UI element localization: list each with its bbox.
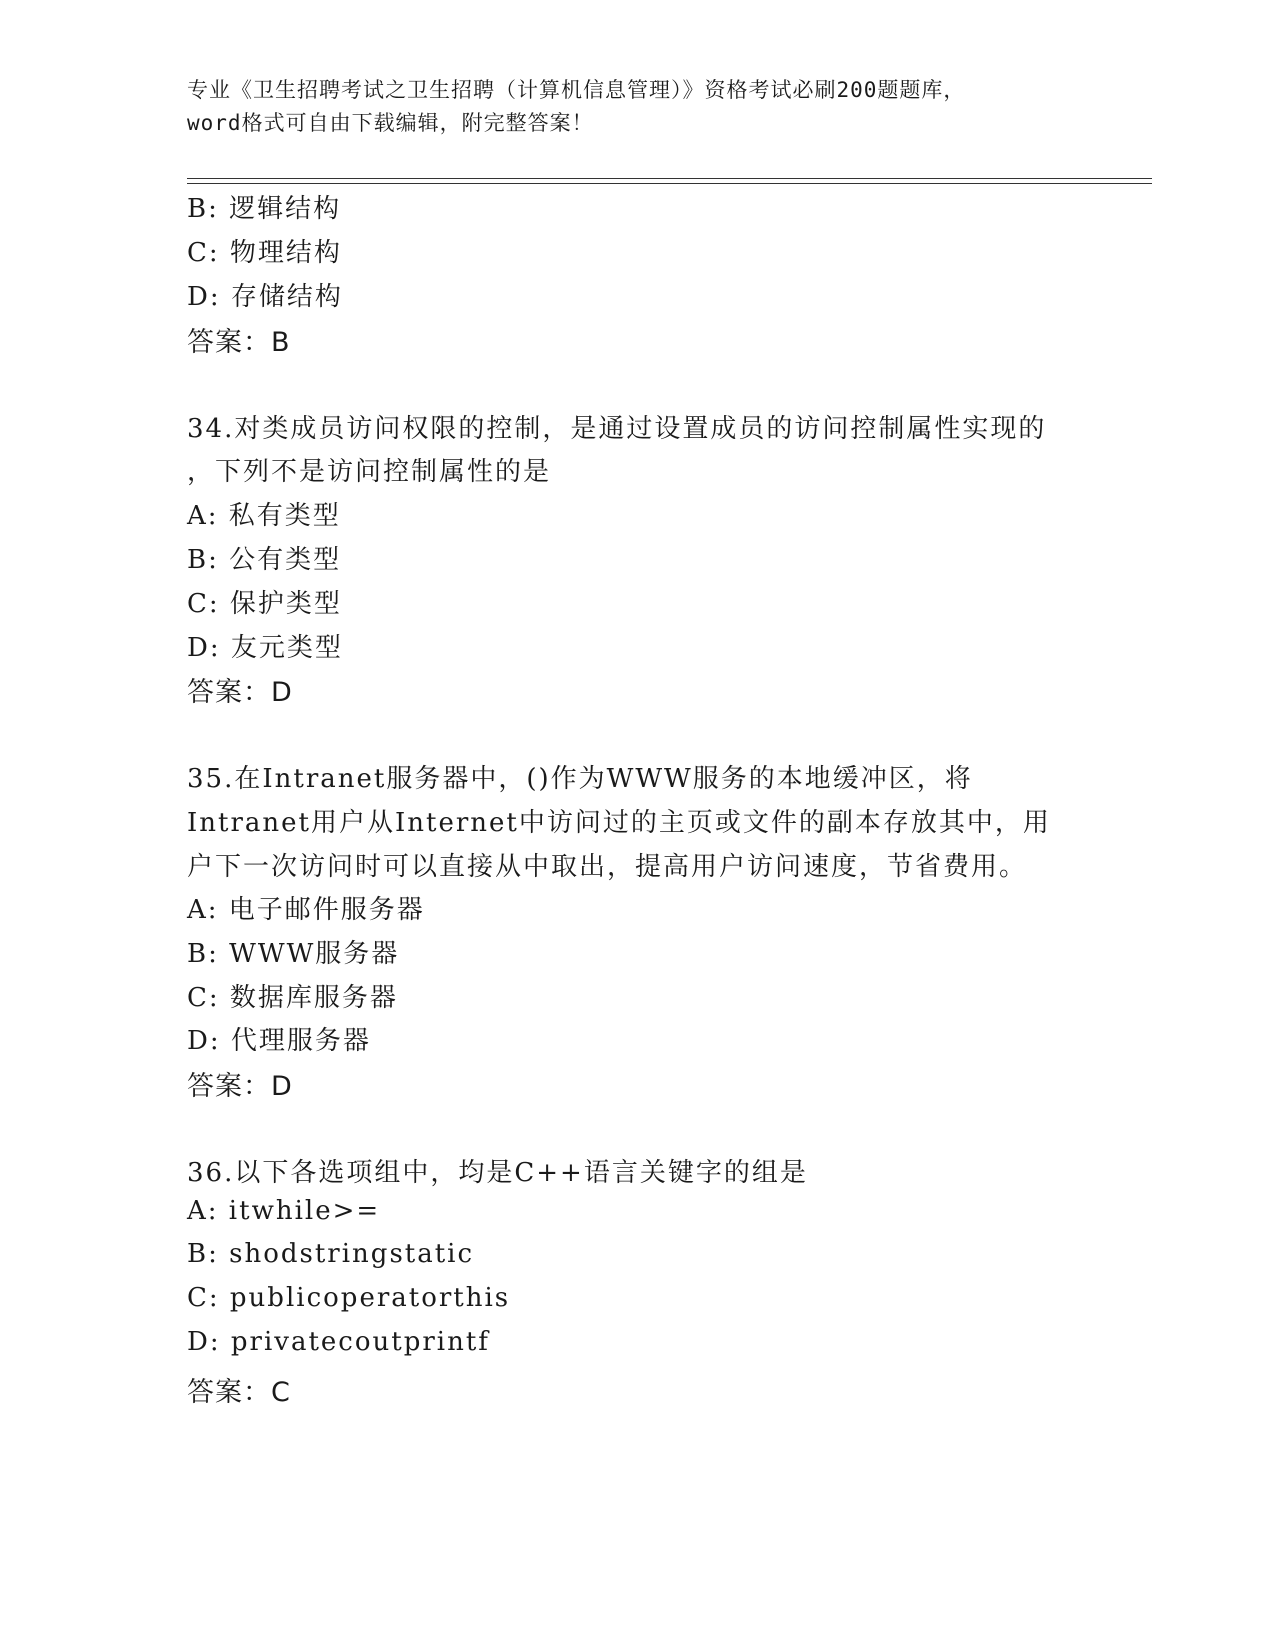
header-divider-bottom [187, 183, 1152, 184]
q34-stem-line-2: ，下列不是访问控制属性的是 [187, 457, 552, 487]
q35-option-b: B: WWW服务器 [187, 939, 400, 969]
q33-option-b: B: 逻辑结构 [187, 194, 342, 224]
q35-stem-line-2: Intranet用户从Internet中访问过的主页或文件的副本存放其中，用 [187, 808, 1051, 838]
q34-option-c: C: 保护类型 [187, 589, 342, 619]
q33-answer: 答案：B [187, 327, 291, 358]
q35-stem-line-3: 户下一次访问时可以直接从中取出，提高用户访问速度，节省费用。 [187, 852, 1028, 882]
q35-answer: 答案：D [187, 1071, 293, 1102]
q34-stem-line-1: 34.对类成员访问权限的控制，是通过设置成员的访问控制属性实现的 [187, 414, 1047, 444]
q33-option-c: C: 物理结构 [187, 238, 342, 268]
q34-option-a: A: 私有类型 [187, 501, 341, 531]
q34-answer: 答案：D [187, 677, 293, 708]
q36-option-a: A: itwhile>= [187, 1196, 381, 1226]
header-line-2: word格式可自由下载编辑，附完整答案！ [187, 111, 594, 135]
q35-option-a: A: 电子邮件服务器 [187, 895, 425, 925]
q36-option-c: C: publicoperatorthis [187, 1283, 511, 1313]
q35-stem-line-1: 35.在Intranet服务器中，()作为WWW服务的本地缓冲区，将 [187, 764, 973, 794]
q36-option-d: D: privatecoutprintf [187, 1327, 490, 1357]
q35-option-c: C: 数据库服务器 [187, 983, 398, 1013]
header-line-1: 专业《卫生招聘考试之卫生招聘（计算机信息管理）》资格考试必刷200题题库， [187, 78, 966, 102]
q33-option-d: D: 存储结构 [187, 282, 343, 312]
document-header [187, 74, 1087, 140]
q36-option-b: B: shodstringstatic [187, 1239, 475, 1269]
q34-option-d: D: 友元类型 [187, 633, 343, 663]
q36-stem-line-1: 36.以下各选项组中，均是C++语言关键字的组是 [187, 1158, 808, 1188]
q35-option-d: D: 代理服务器 [187, 1026, 371, 1056]
q34-option-b: B: 公有类型 [187, 545, 342, 575]
header-divider-top [187, 178, 1152, 179]
q36-answer: 答案：C [187, 1377, 291, 1408]
